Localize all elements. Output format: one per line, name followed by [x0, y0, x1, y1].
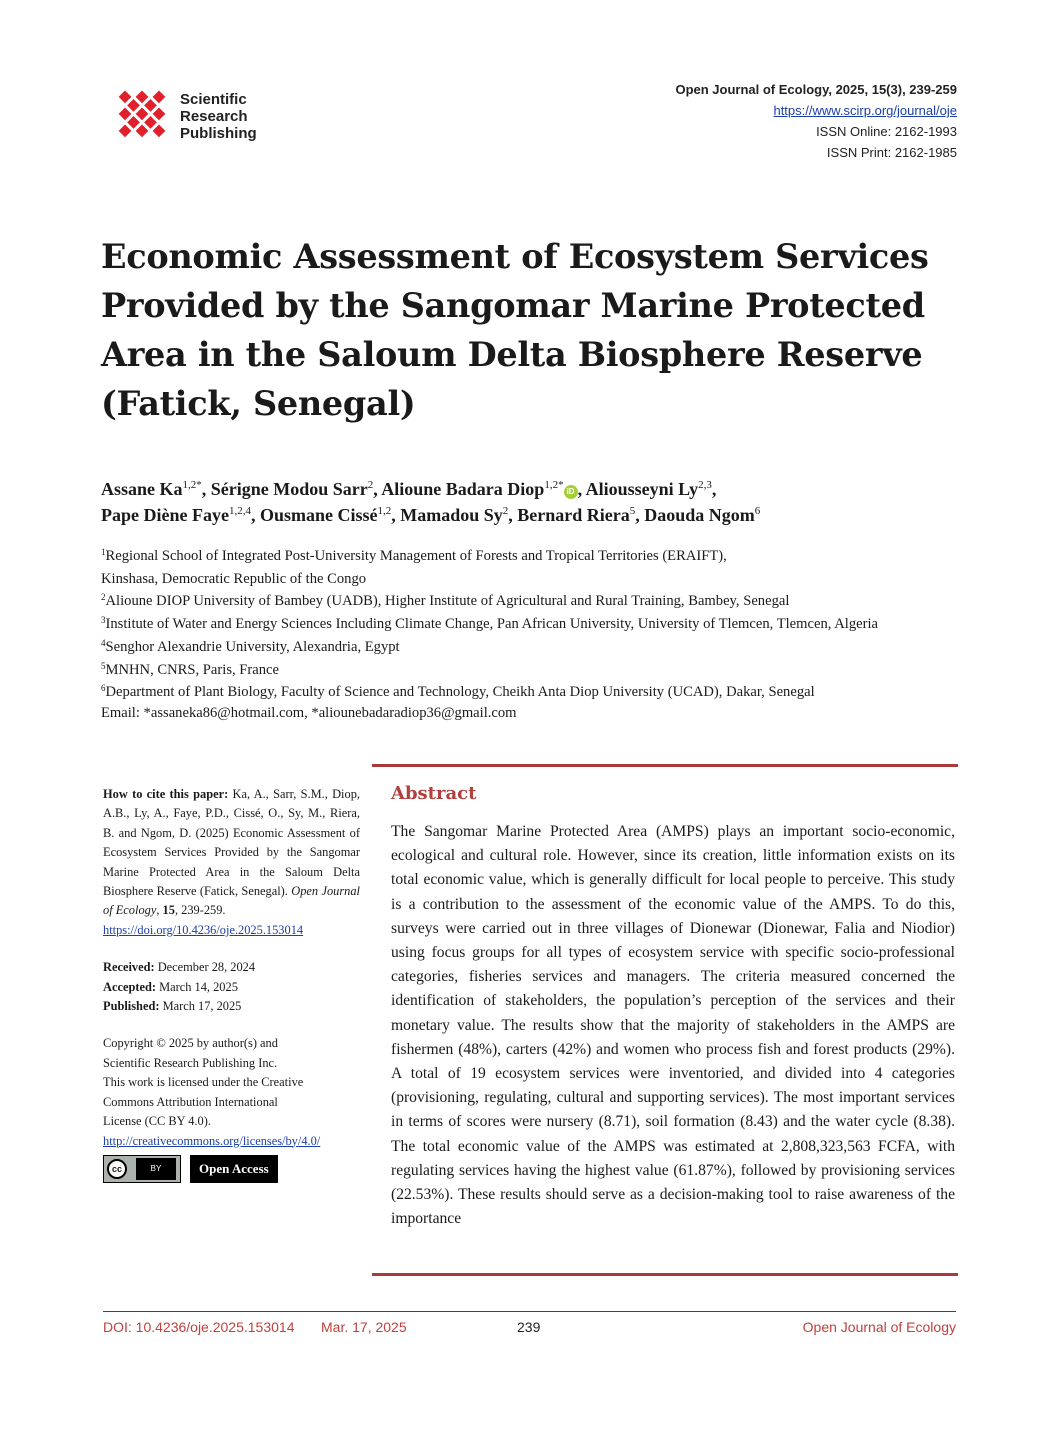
received-date-row: [103, 958, 360, 977]
affiliations: [101, 545, 981, 704]
author-affiliation-marker: 1,2: [377, 505, 392, 517]
author-list: [101, 476, 961, 528]
footer-journal: Open Journal of Ecology: [802, 1319, 956, 1335]
author-separator: ,: [711, 479, 717, 499]
author-separator: ,: [250, 505, 260, 525]
author-name: Pape Diène Faye: [101, 505, 229, 525]
publisher-line-1: Scientific: [180, 91, 247, 108]
abstract-text: The Sangomar Marine Protected Area (AMPS) plays an important socio-economic, ecological and cultural role. However, since its creation, little information exists on its total economic value, which is generally difficult for local people to perceive. This study is a contribution to the assessment of the economic value of the AMPS. To do this, surveys were carried out in three villages of Dionewar (Dionewar, Falia and Niodior) using focus groups for all types of ecosystem service with specific socio-professional categories, fisheries services and managers. The criteria measured concerned the identification of stakeholders, the population’s perception of the services and their monetary value. The results show that the majority of stakeholders in the AMPS are fishermen (48%), carters (42%) and women who process fish and forest products (29%). A total of 19 ecosystem services were inventoried, and divided into 4 categories (provisioning, regulating, cultural and supporting services). The most important services in terms of scores were nursery (8.71), soil formation (8.43) and the water cycle (8.38). The total economic value of the AMPS was estimated at 2,808,323,563 FCFA, with regulating services having the highest value (61.87%), followed by provisioning services (22.53%). These results should serve as a decision-making tool to raise awareness of the importance: [391, 823, 955, 1228]
author-affiliation-marker: 1,2*: [544, 479, 564, 491]
affiliation-number: 1: [101, 547, 106, 557]
cite-label: How to cite this paper:: [103, 787, 229, 801]
author-name: Daouda Ngom: [644, 505, 755, 525]
how-to-cite: [103, 785, 360, 940]
author-affiliation-marker: 6: [754, 505, 761, 517]
author-separator: ,: [508, 505, 518, 525]
affiliation-text: Regional School of Integrated Post-University Management of Forests and Tropical Territories (ERAIFT),: [105, 548, 727, 564]
accepted-date: March 14, 2025: [155, 979, 238, 994]
abstract-top-rule: [372, 764, 958, 767]
issn-print: ISSN Print: 2162-1985: [826, 145, 957, 160]
author-separator: ,: [373, 479, 382, 499]
author-affiliation-marker: 5: [629, 505, 636, 517]
affiliation-number: 5: [101, 660, 106, 671]
publisher-name: [180, 91, 257, 142]
author-separator: ,: [201, 479, 211, 499]
received-label: Received:: [103, 960, 155, 975]
published-label: Published:: [103, 999, 160, 1014]
affiliation-text: Institute of Water and Energy Sciences Including Climate Change, Pan African University, University of Tlemcen, Tlemcen, Algeria: [105, 616, 878, 633]
cite-pages: , 239-259.: [174, 903, 226, 918]
author-separator: ,: [391, 505, 401, 525]
by-icon: BY: [136, 1158, 176, 1180]
copyright-line-3: This work is licensed under the Creative: [103, 1075, 304, 1090]
corresponding-email: Email: *assaneka86@hotmail.com, *aliounebadaradiop36@gmail.com: [101, 705, 517, 721]
affiliation-text-continued: Kinshasa, Democratic Republic of the Congo: [101, 570, 367, 587]
copyright-line-1: Copyright © 2025 by author(s) and: [103, 1036, 278, 1051]
affiliation-item: [101, 659, 981, 682]
footer-date: Mar. 17, 2025: [321, 1319, 407, 1335]
publisher-line-3: Publishing: [180, 125, 257, 142]
affiliation-item: [101, 636, 981, 659]
cc-by-badge[interactable]: [103, 1155, 181, 1183]
author-affiliation-marker: 1,2*: [182, 479, 202, 491]
affiliation-text: MNHN, CNRS, Paris, France: [105, 661, 280, 678]
cite-text: Ka, A., Sarr, S.M., Diop, A.B., Ly, A., Faye, P.D., Cissé, O., Sy, M., Riera, B. and Ngom, D. (2025) Economic Assessment of Ecosystem Services Provided by the Sangomar Marine Protected Area in the Saloum Delta Biosphere Reserve (Fatick, Senegal).: [103, 787, 360, 899]
published-date: March 17, 2025: [159, 999, 242, 1014]
footer-rule: [103, 1311, 956, 1312]
author-separator: ,: [635, 505, 645, 525]
copyright-line-4: Commons Attribution International: [103, 1094, 278, 1109]
open-access-badge: Open Access: [190, 1155, 278, 1182]
journal-citation: Open Journal of Ecology, 2025, 15(3), 239-259: [675, 82, 957, 97]
affiliation-item: [101, 681, 981, 704]
footer-doi: DOI: 10.4236/oje.2025.153014: [103, 1319, 295, 1335]
cc-icon: cc: [107, 1159, 127, 1179]
author-affiliation-marker: 1,2,4: [228, 505, 251, 517]
publisher-logo-icon: [104, 76, 184, 156]
orcid-icon[interactable]: iD: [564, 485, 578, 499]
cite-separator: ,: [156, 903, 163, 918]
abstract-heading: Abstract: [391, 783, 477, 804]
affiliation-number: 2: [101, 592, 106, 603]
accepted-label: Accepted:: [103, 979, 156, 994]
copyright-line-2: Scientific Research Publishing Inc.: [103, 1055, 278, 1070]
license-link[interactable]: http://creativecommons.org/licenses/by/4.0/: [103, 1133, 321, 1148]
affiliation-number: 4: [101, 637, 106, 648]
author-name: Mamadou Sy: [400, 505, 503, 525]
author-name: Sérigne Modou Sarr: [210, 479, 368, 499]
received-date: December 28, 2024: [154, 960, 256, 975]
author-name: Assane Ka: [101, 479, 183, 499]
affiliation-text: Senghor Alexandrie University, Alexandria, Egypt: [105, 638, 400, 655]
author-separator: ,: [577, 479, 586, 499]
affiliation-text: Department of Plant Biology, Faculty of Science and Technology, Cheikh Anta Diop University (UCAD), Dakar, Senegal: [105, 684, 815, 701]
license-badges: [103, 1155, 360, 1183]
abstract-bottom-rule: [372, 1273, 958, 1276]
copyright-line-5: License (CC BY 4.0).: [103, 1114, 211, 1129]
affiliation-number: 3: [101, 615, 106, 626]
author-name: Bernard Riera: [517, 505, 630, 525]
affiliation-item: [101, 613, 981, 636]
doi-link[interactable]: https://doi.org/10.4236/oje.2025.153014: [103, 922, 304, 937]
issn-online: ISSN Online: 2162-1993: [816, 124, 957, 139]
affiliation-number: 6: [101, 683, 106, 694]
page-number: 239: [517, 1319, 541, 1335]
journal-url-link[interactable]: https://www.scirp.org/journal/oje: [773, 103, 957, 118]
author-affiliation-marker: 2,3: [698, 479, 712, 491]
author-name: Ousmane Cissé: [259, 505, 378, 525]
article-sidebar: [103, 785, 360, 1183]
publisher-line-2: Research: [180, 108, 248, 125]
author-affiliation-marker: 2: [502, 505, 509, 517]
cite-volume: 15: [162, 903, 175, 918]
published-date-row: [103, 997, 360, 1016]
journal-info: [675, 79, 957, 163]
author-affiliation-marker: 2: [367, 479, 374, 491]
affiliation-text: Alioune DIOP University of Bambey (UADB), Higher Institute of Agricultural and Rural Training, Bambey, Senegal: [105, 593, 790, 610]
cite-journal: Open Journal of Ecology: [103, 884, 360, 918]
affiliation-item: [101, 590, 981, 613]
author-name: Alioune Badara Diop: [381, 479, 545, 499]
affiliation-item: [101, 545, 981, 568]
paper-title: Economic Assessment of Ecosystem Services Provided by the Sangomar Marine Protected Area in the Saloum Delta Biosphere Reserve (Fatick, Senegal): [101, 237, 929, 423]
accepted-date-row: [103, 978, 360, 997]
author-name: Aliousseyni Ly: [585, 479, 699, 499]
